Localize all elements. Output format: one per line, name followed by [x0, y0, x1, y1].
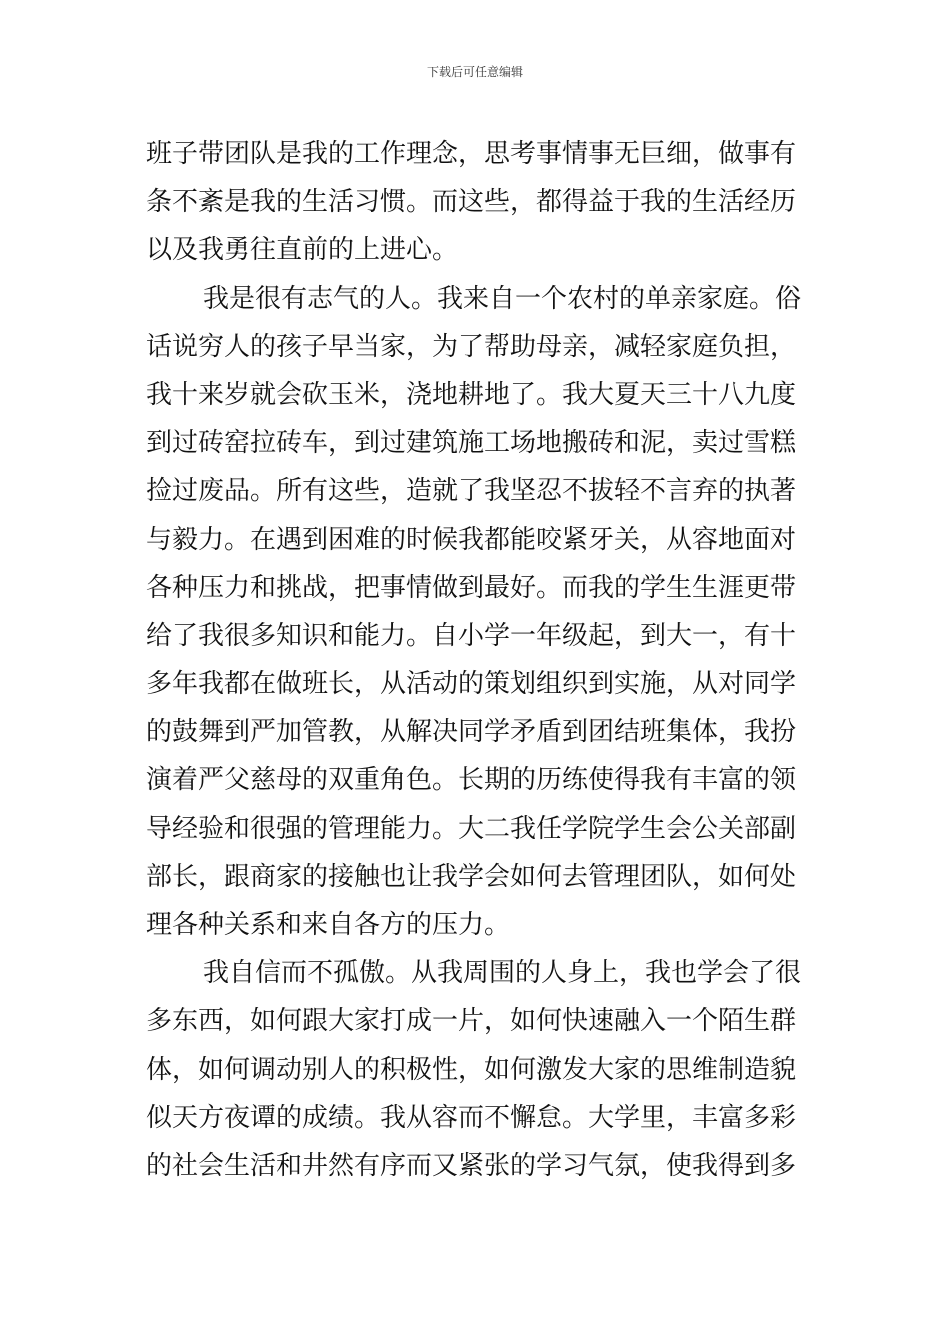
paragraph-1 [146, 130, 816, 275]
text-line: 我十来岁就会砍玉米，浇地耕地了。我大夏天三十八九度 [146, 379, 797, 410]
text-line: 与毅力。在遇到困难的时候我都能咬紧牙关，从容地面对 [146, 524, 797, 555]
text-line: 以及我勇往直前的上进心。 [146, 235, 459, 266]
body-text [146, 130, 816, 1190]
text-line: 捡过废品。所有这些，造就了我坚忍不拔轻不言弃的执著 [146, 476, 797, 507]
text-line: 我自信而不孤傲。从我周围的人身上，我也学会了很 [203, 958, 802, 989]
text-line: 理各种关系和来自各方的压力。 [146, 910, 511, 940]
text-line: 部长，跟商家的接触也让我学会如何去管理团队，如何处 [146, 861, 797, 892]
text-line: 话说穷人的孩子早当家，为了帮助母亲，减轻家庭负担， [146, 331, 797, 362]
paragraph-3 [146, 949, 816, 1190]
text-line: 给了我很多知识和能力。自小学一年级起，到大一，有十 [146, 620, 797, 651]
text-line: 多东西，如何跟大家打成一片，如何快速融入一个陌生群 [146, 1006, 797, 1037]
text-line: 各种压力和挑战，把事情做到最好。而我的学生生涯更带 [146, 572, 797, 603]
text-line: 条不紊是我的生活习惯。而这些，都得益于我的生活经历 [146, 187, 797, 218]
text-line: 我是很有志气的人。我来自一个农村的单亲家庭。俗 [203, 283, 802, 314]
text-line: 的鼓舞到严加管教，从解决同学矛盾到团结班集体，我扮 [146, 717, 797, 748]
text-line: 似天方夜谭的成绩。我从容而不懈怠。大学里，丰富多彩 [146, 1102, 797, 1133]
text-line: 班子带团队是我的工作理念，思考事情事无巨细，做事有 [146, 139, 797, 169]
text-line: 导经验和很强的管理能力。大二我任学院学生会公关部副 [146, 813, 797, 844]
text-line: 到过砖窑拉砖车，到过建筑施工场地搬砖和泥，卖过雪糕 [146, 428, 797, 459]
paragraph-2 [146, 275, 816, 950]
text-line: 的社会生活和井然有序而又紧张的学习气氛，使我得到多 [146, 1150, 797, 1181]
text-line: 体，如何调动别人的积极性，如何激发大家的思维制造貌 [146, 1054, 797, 1085]
text-line: 多年我都在做班长，从活动的策划组织到实施，从对同学 [146, 669, 797, 700]
page-header: 下载后可任意编辑 [426, 65, 523, 79]
text-line: 演着严父慈母的双重角色。长期的历练使得我有丰富的领 [146, 765, 797, 796]
